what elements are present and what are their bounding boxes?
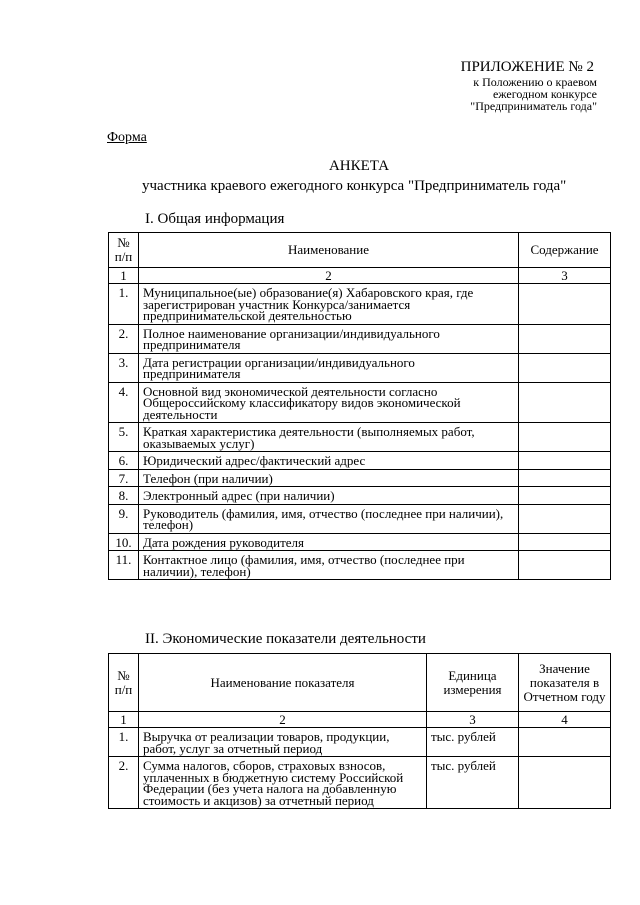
row-name: Краткая характеристика деятельности (выполняемых работ, оказываемых услуг) (139, 423, 519, 452)
row-name: Юридический адрес/фактический адрес (139, 452, 519, 470)
economic-indicators-rows (109, 728, 611, 809)
row-value-cell[interactable] (519, 487, 611, 505)
table-row (109, 353, 611, 382)
colnum-cell: 2 (139, 268, 519, 284)
general-info-table (108, 232, 611, 580)
row-number: 3. (109, 353, 139, 382)
colnum-cell: 3 (519, 268, 611, 284)
row-number: 2. (109, 757, 139, 809)
header-num: № п/п (109, 654, 139, 712)
table-row (109, 423, 611, 452)
table-row (109, 551, 611, 580)
row-name: Руководитель (фамилия, имя, отчество (последнее при наличии), телефон) (139, 504, 519, 533)
row-number: 2. (109, 324, 139, 353)
row-number: 5. (109, 423, 139, 452)
column-number-row (109, 712, 611, 728)
colnum-cell: 1 (109, 712, 139, 728)
table-row (109, 728, 611, 757)
row-unit: тыс. рублей (427, 757, 519, 809)
row-indicator-name: Выручка от реализации товаров, продукции, работ, услуг за отчетный период (139, 728, 427, 757)
document-heading: АНКЕТА (328, 158, 390, 174)
table-row (109, 533, 611, 551)
colnum-cell: 4 (519, 712, 611, 728)
table-row (109, 504, 611, 533)
appendix-block (0, 58, 597, 112)
row-value-cell[interactable] (519, 728, 611, 757)
row-value-cell[interactable] (519, 324, 611, 353)
colnum-cell: 3 (427, 712, 519, 728)
row-number: 10. (109, 533, 139, 551)
row-name: Основной вид экономической деятельности согласно Общероссийскому классификатору видов экономической деятельности (139, 382, 519, 423)
row-number: 1. (109, 284, 139, 325)
appendix-title: ПРИЛОЖЕНИЕ № 2 (460, 59, 594, 75)
table-row (109, 469, 611, 487)
header-content: Содержание (519, 233, 611, 268)
row-name: Электронный адрес (при наличии) (139, 487, 519, 505)
row-number: 7. (109, 469, 139, 487)
header-indicator-name: Наименование показателя (139, 654, 427, 712)
header-value: Значение показателя в Отчетном году (519, 654, 611, 712)
row-name: Полное наименование организации/индивидуального предпринимателя (139, 324, 519, 353)
general-info-rows (109, 284, 611, 580)
appendix-line-2: ежегодном конкурсе (492, 87, 597, 101)
row-name: Муниципальное(ые) образование(я) Хабаровского края, где зарегистрирован участник Конкурса/занимается предпринимательской деятельностью (139, 284, 519, 325)
row-value-cell[interactable] (519, 353, 611, 382)
row-number: 6. (109, 452, 139, 470)
row-value-cell[interactable] (519, 423, 611, 452)
row-number: 4. (109, 382, 139, 423)
row-value-cell[interactable] (519, 284, 611, 325)
header-unit: Единица измерения (427, 654, 519, 712)
appendix-line-1: к Положению о краевом (473, 75, 597, 89)
section2-title: II. Экономические показатели деятельности (145, 631, 426, 647)
header-name: Наименование (139, 233, 519, 268)
table-row (109, 284, 611, 325)
row-number: 8. (109, 487, 139, 505)
row-value-cell[interactable] (519, 382, 611, 423)
row-value-cell[interactable] (519, 551, 611, 580)
row-value-cell[interactable] (519, 504, 611, 533)
table-row (109, 324, 611, 353)
row-indicator-name: Сумма налогов, сборов, страховых взносов, уплаченных в бюджетную систему Российской Федерации (без учета налога на добавленную стоимость и акцизов) за отчетный период (139, 757, 427, 809)
row-name: Дата регистрации организации/индивидуального предпринимателя (139, 353, 519, 382)
row-value-cell[interactable] (519, 469, 611, 487)
section1-title: I. Общая информация (145, 211, 285, 227)
header-num: № п/п (109, 233, 139, 268)
colnum-cell: 2 (139, 712, 427, 728)
form-label: Форма (107, 130, 147, 145)
appendix-line-3: "Предприниматель года" (470, 99, 597, 113)
row-name: Контактное лицо (фамилия, имя, отчество (последнее при наличии), телефон) (139, 551, 519, 580)
table-row (109, 382, 611, 423)
economic-indicators-table (108, 653, 611, 809)
row-value-cell[interactable] (519, 533, 611, 551)
row-number: 11. (109, 551, 139, 580)
table-row (109, 487, 611, 505)
row-number: 9. (109, 504, 139, 533)
row-unit: тыс. рублей (427, 728, 519, 757)
row-number: 1. (109, 728, 139, 757)
table-row (109, 452, 611, 470)
row-name: Дата рождения руководителя (139, 533, 519, 551)
row-value-cell[interactable] (519, 757, 611, 809)
document-subheading: участника краевого ежегодного конкурса "Предприниматель года" (142, 178, 567, 194)
column-number-row (109, 268, 611, 284)
row-value-cell[interactable] (519, 452, 611, 470)
colnum-cell: 1 (109, 268, 139, 284)
table-row (109, 757, 611, 809)
row-name: Телефон (при наличии) (139, 469, 519, 487)
